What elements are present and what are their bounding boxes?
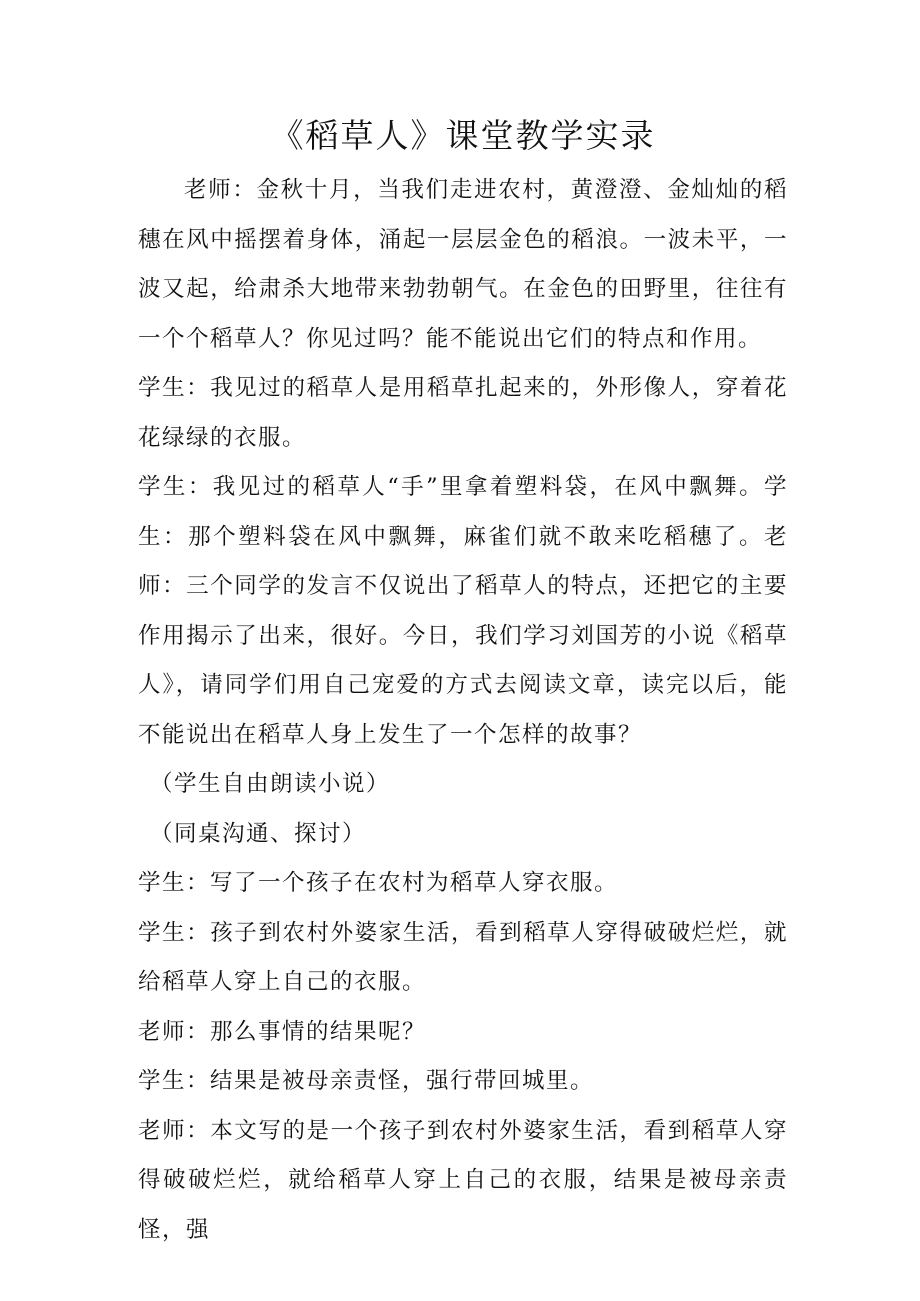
paragraph-teacher-question: 老师：那么事情的结果呢？ xyxy=(138,1018,427,1045)
paragraph-student-1: 学生：我见过的稻草人是用稻草扎起来的，外形像人，穿着花花绿绿的衣服。 xyxy=(138,375,788,451)
document-title: 《稻草人》课堂教学实录 xyxy=(270,116,656,155)
paragraph-teacher-intro: 老师：金秋十月，当我们走进农村，黄澄澄、金灿灿的稻穗在风中摇摆着身体，涌起一层层金色的稻浪。一波未平，一波又起，给肃杀大地带来勃勃朝气。在金色的田野里，往往有一个个稻草人？你见过吗？能不能说出它们的特点和作用。 xyxy=(138,177,788,352)
paragraph-student-5: 学生：结果是被母亲责怪，强行带回城里。 xyxy=(138,1068,595,1094)
paragraph-stage-discussion: （同桌沟通、探讨） xyxy=(150,820,367,847)
paragraph-teacher-summary: 老师：本文写的是一个孩子到农村外婆家生活，看到稻草人穿得破破烂烂，就给稻草人穿上自己的衣服，结果是被母亲责怪，强 xyxy=(138,1117,788,1243)
paragraph-student-4: 学生：孩子到农村外婆家生活，看到稻草人穿得破破烂烂，就给稻草人穿上自己的衣服。 xyxy=(138,919,788,995)
paragraph-student-2: 学生：我见过的稻草人“手”里拿着塑料袋，在风中飘舞。学生：那个塑料袋在风中飘舞，麻雀们就不敢来吃稻穗了。老师：三个同学的发言不仅说出了稻草人的特点，还把它的主要作用揭示了出来，很好。今日，我们学习刘国芳的小说《稻草人》，请同学们用自己宠爱的方式去阅读文章，读完以后，能不能说出在稻草人身上发生了一个怎样的故事？ xyxy=(138,474,788,748)
document-page xyxy=(138,112,788,1255)
paragraph-student-3: 学生：写了一个孩子在农村为稻草人穿衣服。 xyxy=(138,870,619,896)
paragraph-stage-reading: （学生自由朗读小说） xyxy=(150,771,391,797)
